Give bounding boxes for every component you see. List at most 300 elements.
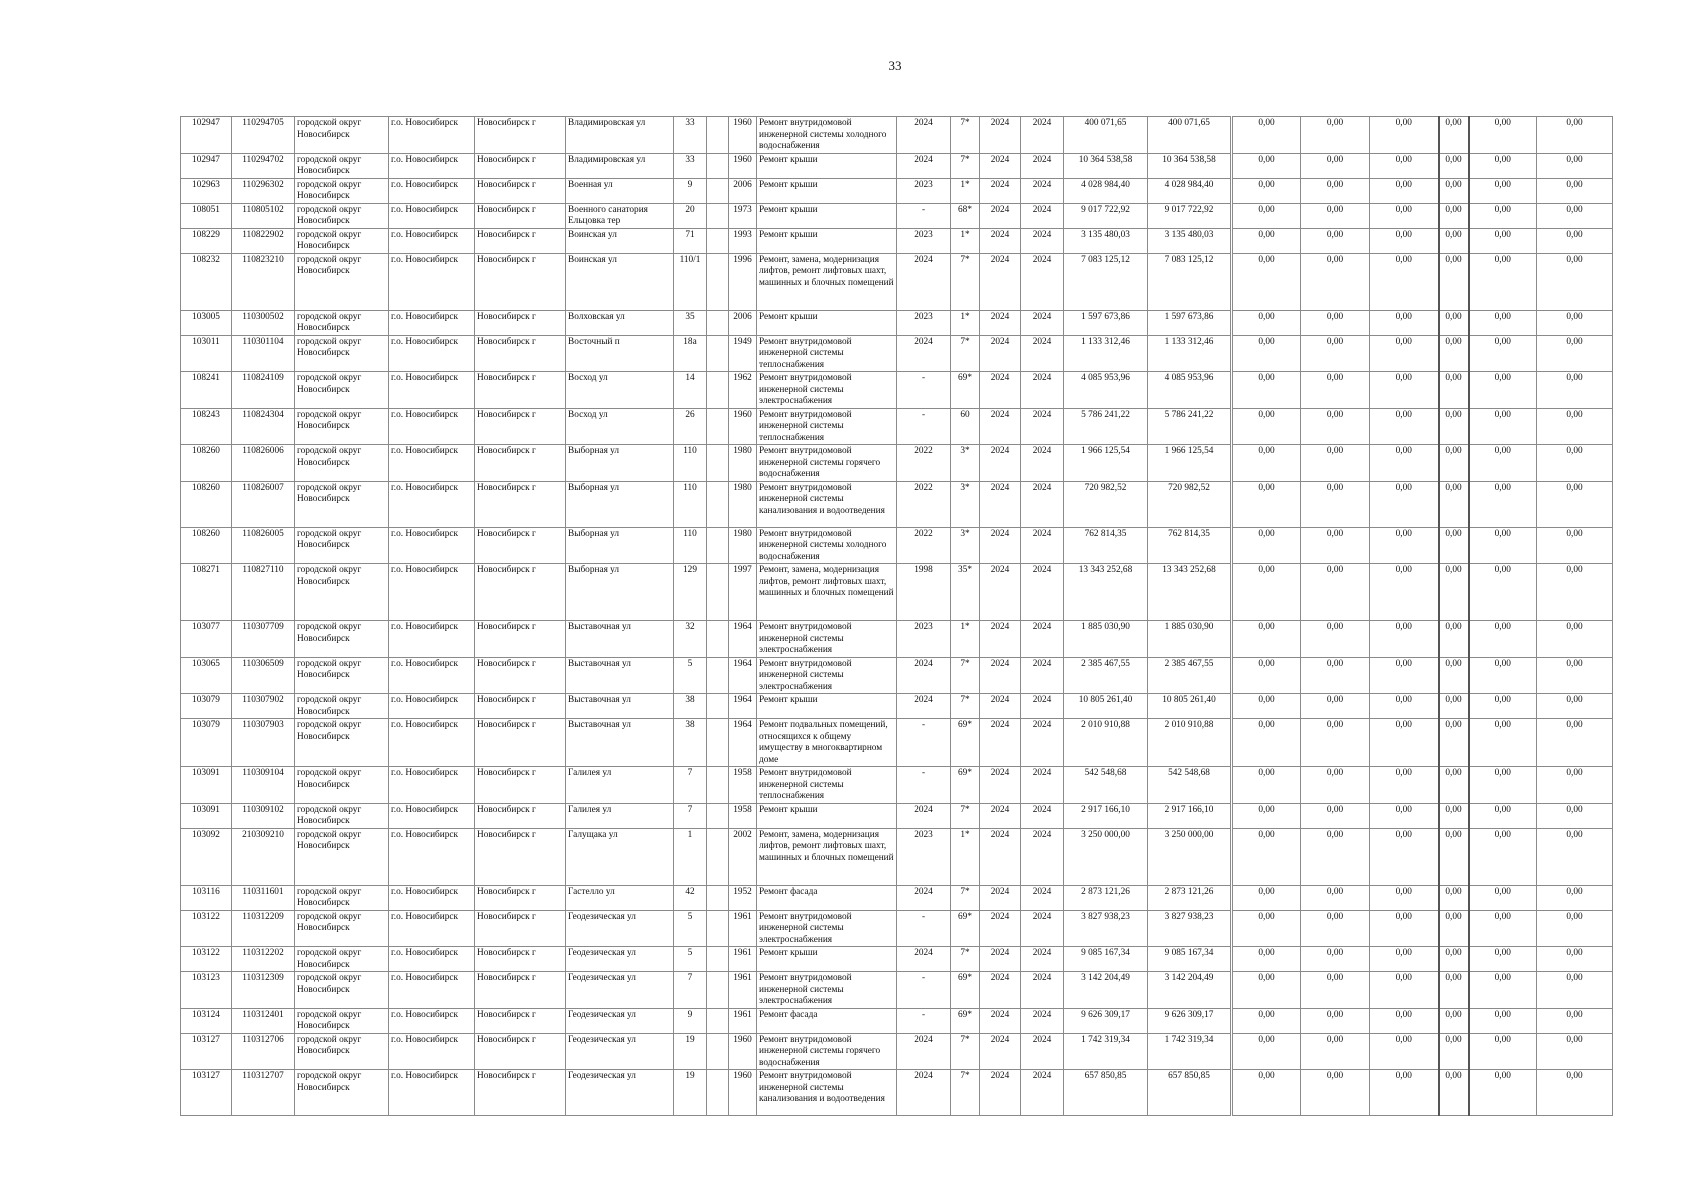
amount-2: 0,00 (1301, 117, 1370, 154)
settlement: Новосибирск г (475, 947, 566, 972)
municipal-district: городской округ Новосибирск (295, 335, 389, 372)
city-district: г.о. Новосибирск (389, 621, 475, 658)
empty-cell (707, 1008, 729, 1033)
amount-2: 0,00 (1301, 178, 1370, 203)
mark: 7* (951, 1033, 980, 1070)
year-start: 2024 (980, 527, 1021, 564)
street: Галилея ул (566, 767, 674, 804)
year-built: 1996 (729, 253, 757, 310)
year-end: 2024 (1021, 719, 1064, 767)
house-number: 19 (674, 1070, 707, 1116)
work-type: Ремонт внутридомовой инженерной системы холодного водоснабжения (757, 527, 897, 564)
amount-1: 0,00 (1232, 253, 1301, 310)
repair-program-table (180, 116, 1613, 1116)
amount-4: 0,00 (1439, 885, 1469, 910)
year-built: 2002 (729, 828, 757, 885)
amount-2: 0,00 (1301, 1008, 1370, 1033)
table-row (181, 481, 1613, 527)
empty-cell (707, 719, 729, 767)
mark: 1* (951, 178, 980, 203)
table-body (181, 117, 1613, 1116)
fund-cost: 720 982,52 (1148, 481, 1232, 527)
total-cost: 657 850,85 (1064, 1070, 1148, 1116)
house-number: 38 (674, 694, 707, 719)
row-id: 103127 (181, 1070, 232, 1116)
year-end: 2024 (1021, 1070, 1064, 1116)
year-built: 1960 (729, 1033, 757, 1070)
year-built: 1958 (729, 767, 757, 804)
mark: 1* (951, 621, 980, 658)
city-district: г.о. Новосибирск (389, 481, 475, 527)
row-id: 102947 (181, 153, 232, 178)
fund-cost: 7 083 125,12 (1148, 253, 1232, 310)
municipal-district: городской округ Новосибирск (295, 719, 389, 767)
mark: 1* (951, 828, 980, 885)
year-start: 2024 (980, 694, 1021, 719)
row-id: 108243 (181, 408, 232, 445)
work-type: Ремонт крыши (757, 694, 897, 719)
year-start: 2024 (980, 803, 1021, 828)
year-built: 1980 (729, 445, 757, 482)
mark: 7* (951, 885, 980, 910)
year-built: 1961 (729, 1008, 757, 1033)
amount-3: 0,00 (1370, 1070, 1439, 1116)
amount-3: 0,00 (1370, 803, 1439, 828)
row-id: 103092 (181, 828, 232, 885)
mark: 7* (951, 117, 980, 154)
object-code: 110823210 (232, 253, 295, 310)
amount-1: 0,00 (1232, 694, 1301, 719)
house-number: 129 (674, 564, 707, 621)
amount-6: 0,00 (1537, 767, 1613, 804)
amount-1: 0,00 (1232, 153, 1301, 178)
table-row (181, 445, 1613, 482)
empty-cell (707, 203, 729, 228)
row-id: 103011 (181, 335, 232, 372)
year-planned: 2024 (897, 1033, 951, 1070)
row-id: 103122 (181, 910, 232, 947)
amount-4: 0,00 (1439, 564, 1469, 621)
municipal-district: городской округ Новосибирск (295, 203, 389, 228)
fund-cost: 1 597 673,86 (1148, 310, 1232, 335)
total-cost: 13 343 252,68 (1064, 564, 1148, 621)
amount-5: 0,00 (1469, 828, 1537, 885)
house-number: 32 (674, 621, 707, 658)
total-cost: 542 548,68 (1064, 767, 1148, 804)
mark: 7* (951, 657, 980, 694)
amount-6: 0,00 (1537, 719, 1613, 767)
year-start: 2024 (980, 767, 1021, 804)
street: Воинская ул (566, 228, 674, 253)
amount-2: 0,00 (1301, 803, 1370, 828)
amount-1: 0,00 (1232, 335, 1301, 372)
year-built: 1949 (729, 335, 757, 372)
table-row (181, 972, 1613, 1009)
table-row (181, 564, 1613, 621)
year-end: 2024 (1021, 445, 1064, 482)
empty-cell (707, 1033, 729, 1070)
settlement: Новосибирск г (475, 445, 566, 482)
city-district: г.о. Новосибирск (389, 657, 475, 694)
municipal-district: городской округ Новосибирск (295, 828, 389, 885)
year-end: 2024 (1021, 767, 1064, 804)
row-id: 108229 (181, 228, 232, 253)
year-planned: 2022 (897, 527, 951, 564)
amount-2: 0,00 (1301, 228, 1370, 253)
city-district: г.о. Новосибирск (389, 153, 475, 178)
year-end: 2024 (1021, 1008, 1064, 1033)
table-row (181, 1008, 1613, 1033)
amount-4: 0,00 (1439, 228, 1469, 253)
amount-6: 0,00 (1537, 885, 1613, 910)
amount-1: 0,00 (1232, 445, 1301, 482)
object-code: 110312707 (232, 1070, 295, 1116)
fund-cost: 2 917 166,10 (1148, 803, 1232, 828)
year-planned: 2023 (897, 178, 951, 203)
mark: 1* (951, 228, 980, 253)
amount-1: 0,00 (1232, 947, 1301, 972)
object-code: 110826006 (232, 445, 295, 482)
empty-cell (707, 408, 729, 445)
settlement: Новосибирск г (475, 178, 566, 203)
amount-4: 0,00 (1439, 335, 1469, 372)
fund-cost: 1 885 030,90 (1148, 621, 1232, 658)
total-cost: 10 364 538,58 (1064, 153, 1148, 178)
amount-6: 0,00 (1537, 335, 1613, 372)
house-number: 42 (674, 885, 707, 910)
amount-1: 0,00 (1232, 972, 1301, 1009)
row-id: 108241 (181, 372, 232, 409)
year-start: 2024 (980, 947, 1021, 972)
fund-cost: 1 133 312,46 (1148, 335, 1232, 372)
street: Восточный п (566, 335, 674, 372)
year-end: 2024 (1021, 408, 1064, 445)
amount-4: 0,00 (1439, 657, 1469, 694)
amount-3: 0,00 (1370, 657, 1439, 694)
amount-3: 0,00 (1370, 228, 1439, 253)
settlement: Новосибирск г (475, 372, 566, 409)
settlement: Новосибирск г (475, 910, 566, 947)
city-district: г.о. Новосибирск (389, 767, 475, 804)
empty-cell (707, 253, 729, 310)
municipal-district: городской округ Новосибирск (295, 972, 389, 1009)
year-start: 2024 (980, 335, 1021, 372)
object-code: 110312209 (232, 910, 295, 947)
work-type: Ремонт внутридомовой инженерной системы электроснабжения (757, 910, 897, 947)
municipal-district: городской округ Новосибирск (295, 445, 389, 482)
amount-6: 0,00 (1537, 372, 1613, 409)
amount-1: 0,00 (1232, 310, 1301, 335)
amount-3: 0,00 (1370, 527, 1439, 564)
municipal-district: городской округ Новосибирск (295, 178, 389, 203)
year-built: 1993 (729, 228, 757, 253)
total-cost: 2 873 121,26 (1064, 885, 1148, 910)
amount-4: 0,00 (1439, 910, 1469, 947)
year-planned: - (897, 372, 951, 409)
mark: 35* (951, 564, 980, 621)
total-cost: 1 133 312,46 (1064, 335, 1148, 372)
row-id: 103079 (181, 694, 232, 719)
year-built: 1973 (729, 203, 757, 228)
amount-6: 0,00 (1537, 803, 1613, 828)
year-start: 2024 (980, 228, 1021, 253)
amount-2: 0,00 (1301, 1033, 1370, 1070)
table-row (181, 178, 1613, 203)
amount-6: 0,00 (1537, 1033, 1613, 1070)
city-district: г.о. Новосибирск (389, 527, 475, 564)
year-start: 2024 (980, 481, 1021, 527)
amount-1: 0,00 (1232, 1070, 1301, 1116)
amount-1: 0,00 (1232, 621, 1301, 658)
object-code: 110805102 (232, 203, 295, 228)
amount-6: 0,00 (1537, 408, 1613, 445)
object-code: 110294705 (232, 117, 295, 154)
amount-4: 0,00 (1439, 310, 1469, 335)
work-type: Ремонт крыши (757, 947, 897, 972)
year-end: 2024 (1021, 694, 1064, 719)
amount-2: 0,00 (1301, 828, 1370, 885)
amount-1: 0,00 (1232, 803, 1301, 828)
object-code: 110307902 (232, 694, 295, 719)
amount-1: 0,00 (1232, 1033, 1301, 1070)
amount-1: 0,00 (1232, 767, 1301, 804)
empty-cell (707, 910, 729, 947)
amount-2: 0,00 (1301, 527, 1370, 564)
row-id: 103124 (181, 1008, 232, 1033)
settlement: Новосибирск г (475, 803, 566, 828)
house-number: 5 (674, 910, 707, 947)
amount-1: 0,00 (1232, 228, 1301, 253)
empty-cell (707, 564, 729, 621)
table-row (181, 1070, 1613, 1116)
year-built: 1961 (729, 972, 757, 1009)
total-cost: 2 010 910,88 (1064, 719, 1148, 767)
amount-3: 0,00 (1370, 203, 1439, 228)
year-end: 2024 (1021, 178, 1064, 203)
amount-4: 0,00 (1439, 803, 1469, 828)
house-number: 110 (674, 527, 707, 564)
amount-4: 0,00 (1439, 719, 1469, 767)
total-cost: 7 083 125,12 (1064, 253, 1148, 310)
city-district: г.о. Новосибирск (389, 1070, 475, 1116)
fund-cost: 4 028 984,40 (1148, 178, 1232, 203)
settlement: Новосибирск г (475, 1008, 566, 1033)
mark: 3* (951, 527, 980, 564)
year-planned: 2022 (897, 481, 951, 527)
amount-4: 0,00 (1439, 372, 1469, 409)
amount-6: 0,00 (1537, 972, 1613, 1009)
amount-2: 0,00 (1301, 719, 1370, 767)
empty-cell (707, 828, 729, 885)
year-end: 2024 (1021, 621, 1064, 658)
municipal-district: городской округ Новосибирск (295, 694, 389, 719)
settlement: Новосибирск г (475, 408, 566, 445)
fund-cost: 762 814,35 (1148, 527, 1232, 564)
settlement: Новосибирск г (475, 153, 566, 178)
amount-4: 0,00 (1439, 767, 1469, 804)
amount-2: 0,00 (1301, 1070, 1370, 1116)
amount-3: 0,00 (1370, 445, 1439, 482)
amount-2: 0,00 (1301, 445, 1370, 482)
amount-3: 0,00 (1370, 694, 1439, 719)
street: Геодезическая ул (566, 1008, 674, 1033)
street: Выставочная ул (566, 719, 674, 767)
year-built: 1960 (729, 153, 757, 178)
street: Геодезическая ул (566, 910, 674, 947)
year-start: 2024 (980, 657, 1021, 694)
amount-5: 0,00 (1469, 203, 1537, 228)
house-number: 38 (674, 719, 707, 767)
house-number: 7 (674, 767, 707, 804)
settlement: Новосибирск г (475, 564, 566, 621)
settlement: Новосибирск г (475, 481, 566, 527)
year-end: 2024 (1021, 803, 1064, 828)
mark: 69* (951, 1008, 980, 1033)
year-planned: 2023 (897, 621, 951, 658)
amount-4: 0,00 (1439, 445, 1469, 482)
amount-6: 0,00 (1537, 228, 1613, 253)
city-district: г.о. Новосибирск (389, 719, 475, 767)
amount-6: 0,00 (1537, 947, 1613, 972)
amount-4: 0,00 (1439, 203, 1469, 228)
year-built: 1964 (729, 694, 757, 719)
year-end: 2024 (1021, 564, 1064, 621)
year-built: 1960 (729, 408, 757, 445)
amount-1: 0,00 (1232, 117, 1301, 154)
street: Выставочная ул (566, 657, 674, 694)
row-id: 103079 (181, 719, 232, 767)
amount-6: 0,00 (1537, 153, 1613, 178)
table-row (181, 621, 1613, 658)
fund-cost: 3 827 938,23 (1148, 910, 1232, 947)
municipal-district: городской округ Новосибирск (295, 310, 389, 335)
amount-4: 0,00 (1439, 253, 1469, 310)
year-start: 2024 (980, 153, 1021, 178)
amount-6: 0,00 (1537, 253, 1613, 310)
street: Галилея ул (566, 803, 674, 828)
table-row (181, 885, 1613, 910)
object-code: 110312309 (232, 972, 295, 1009)
settlement: Новосибирск г (475, 228, 566, 253)
amount-2: 0,00 (1301, 885, 1370, 910)
house-number: 7 (674, 803, 707, 828)
year-end: 2024 (1021, 885, 1064, 910)
year-planned: - (897, 408, 951, 445)
settlement: Новосибирск г (475, 719, 566, 767)
table-row (181, 657, 1613, 694)
work-type: Ремонт крыши (757, 310, 897, 335)
amount-2: 0,00 (1301, 253, 1370, 310)
street: Геодезическая ул (566, 1033, 674, 1070)
mark: 7* (951, 694, 980, 719)
year-planned: 2024 (897, 947, 951, 972)
object-code: 110296302 (232, 178, 295, 203)
street: Галущака ул (566, 828, 674, 885)
street: Выборная ул (566, 564, 674, 621)
work-type: Ремонт внутридомовой инженерной системы теплоснабжения (757, 408, 897, 445)
empty-cell (707, 1070, 729, 1116)
work-type: Ремонт крыши (757, 178, 897, 203)
house-number: 1 (674, 828, 707, 885)
year-end: 2024 (1021, 828, 1064, 885)
amount-2: 0,00 (1301, 767, 1370, 804)
year-planned: 2024 (897, 153, 951, 178)
empty-cell (707, 228, 729, 253)
year-start: 2024 (980, 310, 1021, 335)
amount-5: 0,00 (1469, 1070, 1537, 1116)
amount-5: 0,00 (1469, 527, 1537, 564)
year-built: 1958 (729, 803, 757, 828)
table-row (181, 335, 1613, 372)
amount-3: 0,00 (1370, 253, 1439, 310)
year-start: 2024 (980, 719, 1021, 767)
amount-2: 0,00 (1301, 947, 1370, 972)
settlement: Новосибирск г (475, 253, 566, 310)
empty-cell (707, 178, 729, 203)
amount-4: 0,00 (1439, 481, 1469, 527)
fund-cost: 1 966 125,54 (1148, 445, 1232, 482)
row-id: 103091 (181, 767, 232, 804)
city-district: г.о. Новосибирск (389, 203, 475, 228)
table-row (181, 1033, 1613, 1070)
empty-cell (707, 694, 729, 719)
settlement: Новосибирск г (475, 621, 566, 658)
work-type: Ремонт внутридомовой инженерной системы электроснабжения (757, 372, 897, 409)
work-type: Ремонт крыши (757, 228, 897, 253)
city-district: г.о. Новосибирск (389, 253, 475, 310)
amount-3: 0,00 (1370, 947, 1439, 972)
city-district: г.о. Новосибирск (389, 1033, 475, 1070)
total-cost: 3 142 204,49 (1064, 972, 1148, 1009)
year-start: 2024 (980, 910, 1021, 947)
amount-3: 0,00 (1370, 767, 1439, 804)
street: Геодезическая ул (566, 1070, 674, 1116)
work-type: Ремонт внутридомовой инженерной системы горячего водоснабжения (757, 1033, 897, 1070)
municipal-district: городской округ Новосибирск (295, 910, 389, 947)
city-district: г.о. Новосибирск (389, 335, 475, 372)
table-row (181, 117, 1613, 154)
amount-6: 0,00 (1537, 1008, 1613, 1033)
year-end: 2024 (1021, 910, 1064, 947)
work-type: Ремонт внутридомовой инженерной системы холодного водоснабжения (757, 117, 897, 154)
house-number: 7 (674, 972, 707, 1009)
empty-cell (707, 481, 729, 527)
amount-5: 0,00 (1469, 885, 1537, 910)
amount-2: 0,00 (1301, 481, 1370, 527)
year-end: 2024 (1021, 335, 1064, 372)
object-code: 110826005 (232, 527, 295, 564)
fund-cost: 9 085 167,34 (1148, 947, 1232, 972)
amount-4: 0,00 (1439, 972, 1469, 1009)
street: Восход ул (566, 408, 674, 445)
amount-4: 0,00 (1439, 117, 1469, 154)
amount-4: 0,00 (1439, 153, 1469, 178)
amount-1: 0,00 (1232, 372, 1301, 409)
municipal-district: городской округ Новосибирск (295, 228, 389, 253)
municipal-district: городской округ Новосибирск (295, 372, 389, 409)
table-row (181, 828, 1613, 885)
mark: 7* (951, 153, 980, 178)
amount-2: 0,00 (1301, 621, 1370, 658)
city-district: г.о. Новосибирск (389, 445, 475, 482)
settlement: Новосибирск г (475, 335, 566, 372)
mark: 69* (951, 767, 980, 804)
city-district: г.о. Новосибирск (389, 828, 475, 885)
amount-2: 0,00 (1301, 694, 1370, 719)
row-id: 102947 (181, 117, 232, 154)
fund-cost: 1 742 319,34 (1148, 1033, 1232, 1070)
year-start: 2024 (980, 178, 1021, 203)
